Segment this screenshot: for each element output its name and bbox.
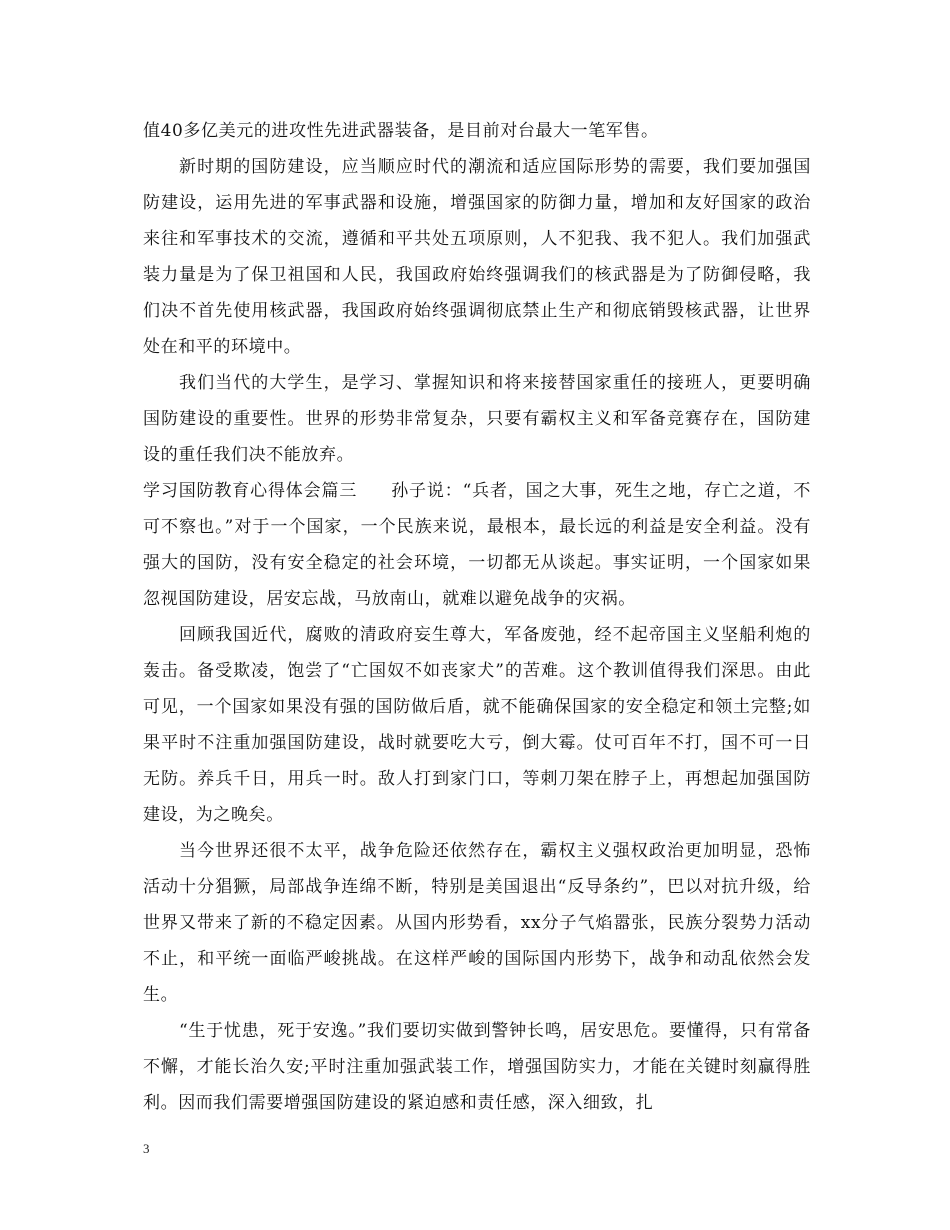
section-heading: 学习国防教育心得体会篇三 [143, 481, 358, 501]
paragraph: 当今世界还很不太平，战争危险还依然存在，霸权主义强权政治更加明显，恐怖活动十分猖獗，局部战争连绵不断，特别是美国退出“反导条约”，巴以对抗升级，给世界又带来了新的不稳定因素。从国内形势看，xx分子气焰嚣张，民族分裂势力活动不止，和平统一面临严峻挑战。在这样严峻的国际国内形势下，战争和动乱依然会发生。 [143, 841, 811, 1005]
paragraph: 新时期的国防建设，应当顺应时代的潮流和适应国际形势的需要，我们要加强国防建设，运用先进的军事武器和设施，增强国家的防御力量，增加和友好国家的政治来往和军事技术的交流，遵循和平共处五项原则，人不犯我、我不犯人。我们加强武装力量是为了保卫祖国和人民，我国政府始终强调我们的核武器是为了防御侵略，我们决不首先使用核武器，我国政府始终强调彻底禁止生产和彻底销毁核武器，让世界处在和平的环境中。 [143, 157, 811, 357]
section-text: 孙子说：“兵者，国之大事，死生之地，存亡之道，不可不察也。”对于一个国家，一个民族来说，最根本，最长远的利益是安全利益。没有强大的国防，没有安全稳定的社会环境，一切都无从谈起。事实证明，一个国家如果忽视国防建设，居安忘战，马放南山，就难以避免战争的灾祸。 [143, 481, 811, 609]
section-paragraph [143, 473, 811, 617]
paragraph: 值40多亿美元的进攻性先进武器装备，是目前对台最大一笔军售。 [143, 121, 659, 141]
document-body [143, 113, 811, 1121]
paragraph: 回顾我国近代，腐败的清政府妄生尊大，军备废弛，经不起帝国主义坚船利炮的轰击。备受欺凌，饱尝了“亡国奴不如丧家犬”的苦难。这个教训值得我们深思。由此可见，一个国家如果没有强的国防做后盾，就不能确保国家的安全稳定和领土完整;如果平时不注重加强国防建设，战时就要吃大亏，倒大霉。仗可百年不打，国不可一日无防。养兵千日，用兵一时。敌人打到家门口，等刺刀架在脖子上，再想起加强国防建设，为之晚矣。 [143, 625, 811, 825]
page-number: 3 [143, 1141, 150, 1156]
paragraph: 我们当代的大学生，是学习、掌握知识和将来接替国家重任的接班人，更要明确国防建设的重要性。世界的形势非常复杂，只要有霸权主义和军备竞赛存在，国防建设的重任我们决不能放弃。 [143, 373, 811, 465]
paragraph: “生于忧患，死于安逸。”我们要切实做到警钟长鸣，居安思危。要懂得，只有常备不懈，才能长治久安;平时注重加强武装工作，增强国防实力，才能在关键时刻赢得胜利。因而我们需要增强国防建设的紧迫感和责任感，深入细致，扎 [143, 1021, 811, 1113]
